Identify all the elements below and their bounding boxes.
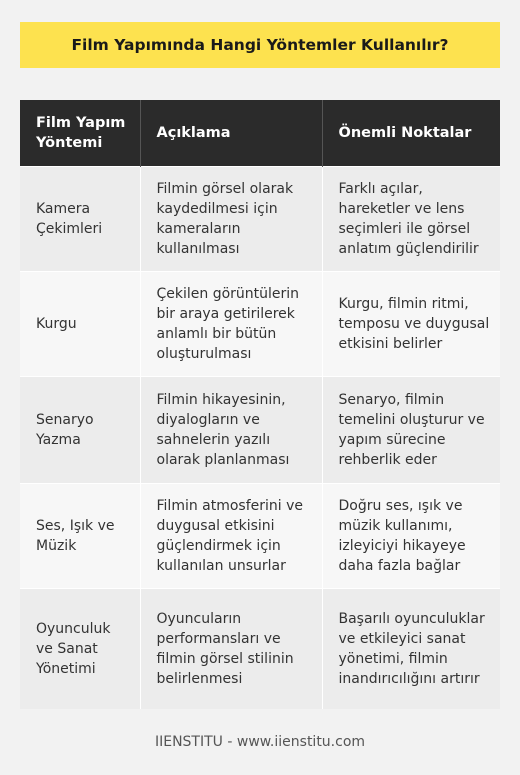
footer-credit: IIENSTITU - www.iienstitu.com xyxy=(154,734,366,750)
table-row xyxy=(20,484,500,589)
cell-description: Oyuncuların performansları ve filmin görsel stilinin belirlenmesi xyxy=(140,589,322,710)
table-header-row xyxy=(20,100,500,167)
header-notes: Önemli Noktalar xyxy=(322,100,500,167)
header-description: Açıklama xyxy=(140,100,322,167)
cell-description: Filmin atmosferini ve duygusal etkisini güçlendirmek için kullanılan unsurlar xyxy=(140,484,322,589)
cell-description: Çekilen görüntülerin bir araya getirilerek anlamlı bir bütün oluşturulması xyxy=(140,272,322,377)
methods-table xyxy=(20,100,500,709)
table-row xyxy=(20,272,500,377)
cell-notes: Doğru ses, ışık ve müzik kullanımı, izleyiciyi hikayeye daha fazla bağlar xyxy=(322,484,500,589)
header-method: Film Yapım Yöntemi xyxy=(20,100,140,167)
table-row xyxy=(20,589,500,710)
cell-method: Kurgu xyxy=(20,272,140,377)
cell-notes: Senaryo, filmin temelini oluşturur ve yapım sürecine rehberlik eder xyxy=(322,377,500,484)
cell-method: Ses, Işık ve Müzik xyxy=(20,484,140,589)
cell-notes: Farklı açılar, hareketler ve lens seçimleri ile görsel anlatım güçlendirilir xyxy=(322,167,500,272)
cell-method: Oyunculuk ve Sanat Yönetimi xyxy=(20,589,140,710)
page-title: Film Yapımında Hangi Yöntemler Kullanılır? xyxy=(20,22,500,68)
cell-notes: Kurgu, filmin ritmi, temposu ve duygusal etkisini belirler xyxy=(322,272,500,377)
cell-method: Senaryo Yazma xyxy=(20,377,140,484)
cell-method: Kamera Çekimleri xyxy=(20,167,140,272)
cell-description: Filmin hikayesinin, diyalogların ve sahnelerin yazılı olarak planlanması xyxy=(140,377,322,484)
cell-notes: Başarılı oyunculuklar ve etkileyici sanat yönetimi, filmin inandırıcılığını artırır xyxy=(322,589,500,710)
table-row xyxy=(20,377,500,484)
cell-description: Filmin görsel olarak kaydedilmesi için kameraların kullanılması xyxy=(140,167,322,272)
table-row xyxy=(20,167,500,272)
